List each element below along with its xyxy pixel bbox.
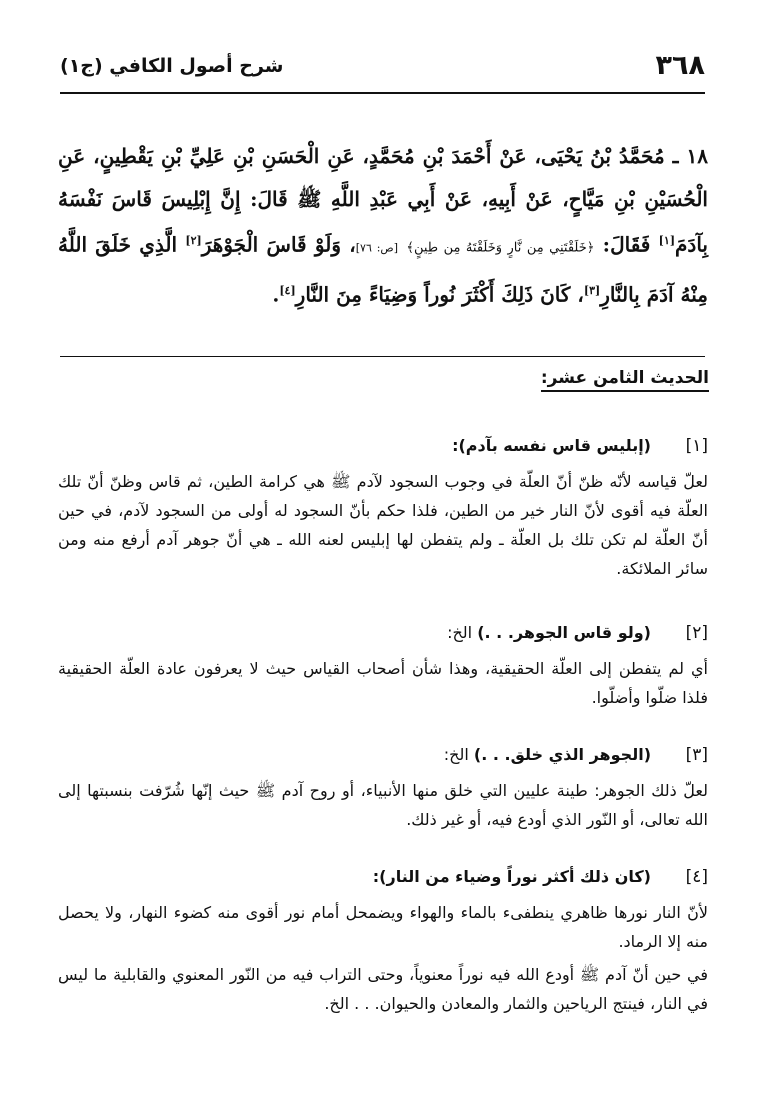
- note-number: [٣]: [685, 745, 708, 765]
- note-heading-text: (إبليس قاس نفسه بآدم):: [452, 436, 651, 455]
- hadith-part-3: ، وَلَوْ قَاسَ الْجَوْهَرَ: [201, 232, 356, 257]
- hadith-text: [58, 135, 708, 316]
- quran-verse: ﴿خَلَقْتَنِي مِن نَّارٍ وَخَلَقْتَهُ مِن طِينٍ﴾: [406, 240, 595, 256]
- note-number: [٢]: [685, 623, 708, 643]
- note-body: [58, 467, 708, 583]
- note-heading: [373, 867, 651, 886]
- note-body: [58, 776, 708, 834]
- footnote-ref-2: [٢]: [185, 234, 202, 247]
- note-heading: [444, 745, 651, 764]
- verse-citation: [ص: ٧٦]: [355, 241, 399, 255]
- note-body: [58, 898, 708, 1018]
- note-paragraph: لعلّ ذلك الجوهر: طينة عليين التي خلق منها الأنبياء، أو روح آدم ﷺ حيث إنّها شُرّفت بنسبتها إلى الله تعالى، أو النّور الذي أودع فيه، أو غير ذلك.: [58, 781, 708, 829]
- note-heading-suffix: الخ:: [443, 745, 474, 764]
- hadith-part-6: .: [272, 282, 280, 307]
- note-body: [58, 654, 708, 712]
- note-paragraph: في حين أنّ آدم ﷺ أودع الله فيه نوراً معنوياً، وحتى التراب فيه من النّور المعنوي والقابلية ما ليس في النار، فينتج الرياحين والثمار والمعادن والحيوان. . . الخ.: [58, 965, 708, 1013]
- hadith-part-4: الَّذِي خَلَقَ اللَّهُ مِنْهُ آدَمَ بِالنَّارِ: [58, 232, 708, 307]
- note-number: [١]: [685, 436, 708, 456]
- section-divider: [60, 356, 705, 357]
- note-heading-suffix: الخ:: [447, 623, 478, 642]
- note-number: [٤]: [685, 867, 708, 887]
- note-paragraph: لأنّ النار نورها ظاهري ينطفىء بالماء والهواء ويضمحل أمام نور أقوى منه كضوء النهار، ولا يحصل منه إلا الرماد.: [58, 903, 708, 951]
- note-heading: [447, 623, 651, 642]
- footnote-ref-3: [٣]: [583, 284, 601, 298]
- note-paragraph: لعلّ قياسه لأنّه ظنّ أنّ العلّة في وجوب السجود لآدم ﷺ هي كرامة الطين، ثم قاس وظنّ أنّ تلك العلّة فيه أقوى لأنّ النار خير من الطين، فلذا حكم بأنّ السجود له أولى من السجود لآدم، في حين أنّ العلّة لم تكن تلك بل العلّة ـ ولم يتفطن لها إبليس لعنه الله ـ هي أنّ جوهر آدم أرفع منه ومن سائر الملائكة.: [58, 472, 708, 578]
- note-paragraph: أي لم يتفطن إلى العلّة الحقيقية، وهذا شأن أصحاب القياس حيث لا يعرفون عادة العلّة الحقيقية فلذا ضلّوا وأضلّوا.: [58, 659, 708, 707]
- page-header: [60, 48, 705, 88]
- note-heading-text: (الجوهر الذي خلق. . .): [473, 745, 651, 764]
- page-number: ٣٦٨: [655, 50, 705, 81]
- book-title: شرح أصول الكافي (ج١): [60, 55, 284, 77]
- note-heading-text: (كان ذلك أكثر نوراً وضياء من النار):: [372, 867, 651, 886]
- hadith-part-1: ١٨ ـ مُحَمَّدُ بْنُ يَحْيَى، عَنْ أَحْمَدَ بْنِ مُحَمَّدٍ، عَنِ الْحَسَنِ بْنِ عَلِيِّ بْنِ يَقْطِينٍ، عَنِ الْحُسَيْنِ بْنِ مَيَّاحٍ، عَنْ أَبِيهِ، عَنْ أَبِي عَبْدِ اللَّهِ ﷺ قَالَ: إِنَّ إِبْلِيسَ قَاسَ نَفْسَهُ بِآدَمَ: [58, 144, 708, 257]
- hadith-part-5: ، كَانَ ذَلِكَ أَكْثَرَ نُوراً وَضِيَاءً مِنَ النَّارِ: [295, 282, 584, 307]
- note-heading: [452, 436, 651, 455]
- footnote-ref-1: [١]: [658, 234, 676, 247]
- header-rule: [60, 92, 705, 94]
- section-title: الحديث الثامن عشر:: [541, 368, 709, 392]
- footnote-ref-4: [٤]: [279, 284, 296, 298]
- note-heading-text: (ولو قاس الجوهر. . .): [477, 623, 651, 642]
- hadith-part-2: فَقَالَ:: [594, 232, 659, 257]
